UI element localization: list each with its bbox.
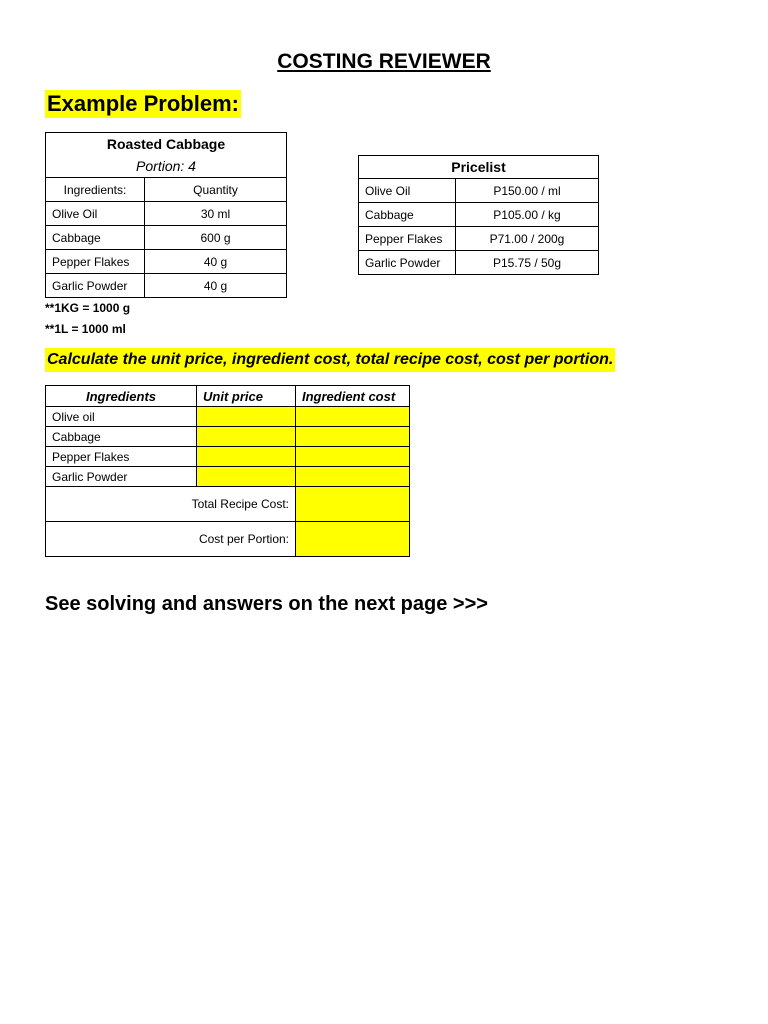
ingredient-cost-answer-cell <box>296 427 410 447</box>
example-heading: Example Problem: <box>47 91 239 116</box>
note-kg: **1KG = 1000 g <box>45 301 131 315</box>
ingredient-cell: Garlic Powder <box>46 274 145 298</box>
total-recipe-cost-label: Total Recipe Cost: <box>46 487 296 522</box>
portion-row <box>46 522 410 557</box>
ingredient-cost-answer-cell <box>296 447 410 467</box>
table-row <box>46 407 410 427</box>
column-header: Ingredients <box>46 386 197 407</box>
unit-price-answer-cell <box>197 467 296 487</box>
table-row <box>359 227 599 251</box>
ingredient-cost-answer-cell <box>296 407 410 427</box>
table-row <box>46 447 410 467</box>
recipe-table <box>45 132 287 298</box>
quantity-cell: 40 g <box>145 274 287 298</box>
ingredient-cell: Garlic Powder <box>46 467 197 487</box>
price-cell: P105.00 / kg <box>456 203 599 227</box>
item-cell: Olive Oil <box>359 179 456 203</box>
item-cell: Garlic Powder <box>359 251 456 275</box>
unit-price-answer-cell <box>197 427 296 447</box>
unit-price-answer-cell <box>197 407 296 427</box>
price-cell: P71.00 / 200g <box>456 227 599 251</box>
table-row <box>46 250 287 274</box>
ingredient-cell: Pepper Flakes <box>46 250 145 274</box>
ingredient-cell: Olive Oil <box>46 202 145 226</box>
conversion-notes <box>45 298 130 340</box>
table-row <box>359 179 599 203</box>
total-recipe-cost-answer-cell <box>296 487 410 522</box>
ingredient-cell: Pepper Flakes <box>46 447 197 467</box>
price-cell: P150.00 / ml <box>456 179 599 203</box>
pricelist-heading: Pricelist <box>359 156 599 179</box>
table-row <box>46 427 410 447</box>
pricelist-table <box>358 155 599 275</box>
table-row <box>46 274 287 298</box>
table-row <box>46 467 410 487</box>
column-header: Ingredients: <box>46 178 145 202</box>
unit-price-answer-cell <box>197 447 296 467</box>
next-page-note: See solving and answers on the next page >>> <box>45 593 488 615</box>
column-header: Quantity <box>145 178 287 202</box>
item-cell: Cabbage <box>359 203 456 227</box>
column-header: Ingredient cost <box>296 386 410 407</box>
quantity-cell: 40 g <box>145 250 287 274</box>
quantity-cell: 30 ml <box>145 202 287 226</box>
table-row <box>46 226 287 250</box>
price-cell: P15.75 / 50g <box>456 251 599 275</box>
ingredient-cell: Cabbage <box>46 226 145 250</box>
quantity-cell: 600 g <box>145 226 287 250</box>
calculation-table <box>45 385 410 557</box>
cost-per-portion-answer-cell <box>296 522 410 557</box>
table-row <box>359 251 599 275</box>
note-liter: **1L = 1000 ml <box>45 322 126 336</box>
ingredient-cost-answer-cell <box>296 467 410 487</box>
ingredient-cell: Cabbage <box>46 427 197 447</box>
ingredient-cell: Olive oil <box>46 407 197 427</box>
table-row <box>359 203 599 227</box>
recipe-name: Roasted Cabbage <box>46 133 287 156</box>
cost-per-portion-label: Cost per Portion: <box>46 522 296 557</box>
item-cell: Pepper Flakes <box>359 227 456 251</box>
table-header-row <box>46 386 410 407</box>
total-row <box>46 487 410 522</box>
table-header-row <box>46 178 287 202</box>
table-row <box>46 202 287 226</box>
recipe-portion: Portion: 4 <box>46 155 287 178</box>
page-title: COSTING REVIEWER <box>277 50 491 73</box>
instruction-text: Calculate the unit price, ingredient cost, total recipe cost, cost per portion. <box>45 348 615 372</box>
column-header: Unit price <box>197 386 296 407</box>
